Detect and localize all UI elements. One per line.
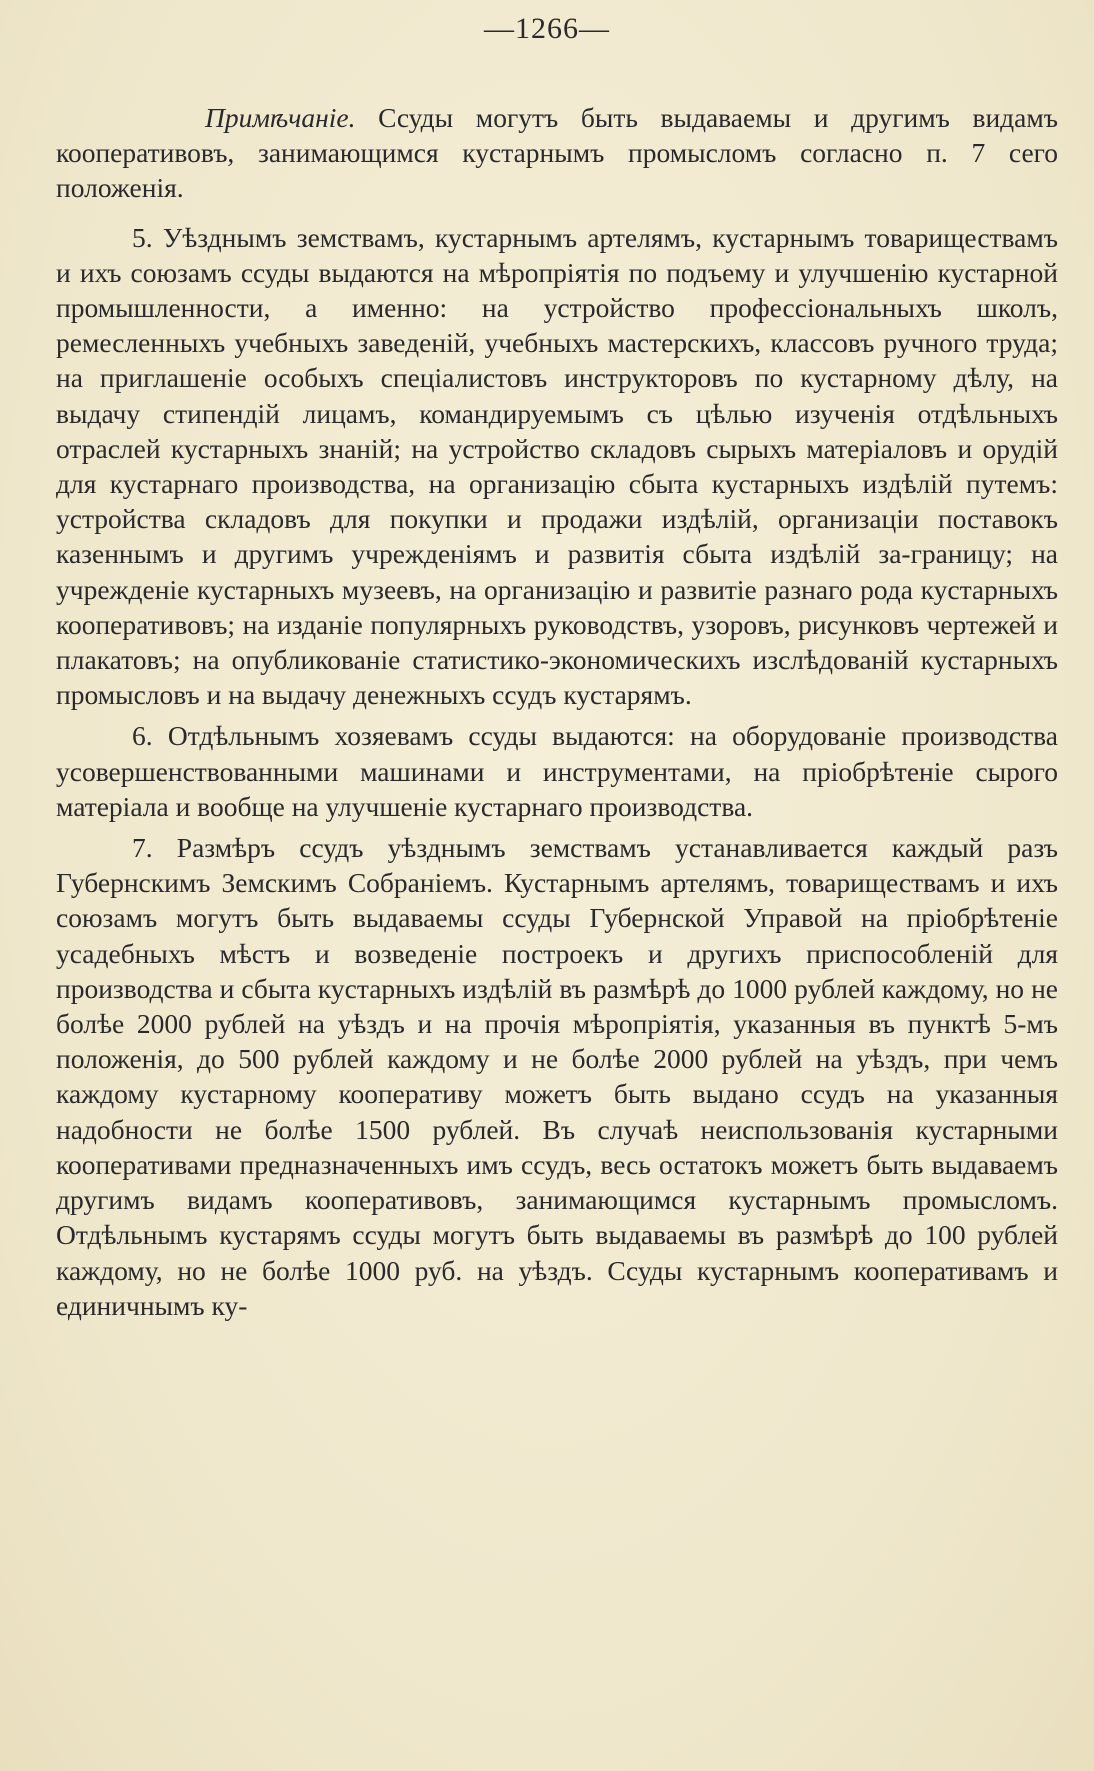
paragraph-6: 6. Отдѣльнымъ хозяевамъ ссуды выдаются: на оборудованіе производства усовершенствованными машинами и инструментами, на пріобрѣтеніе сырого матеріала и вообще на улучшеніе кустарнаго производства. <box>56 720 1058 822</box>
note-paragraph <box>56 100 1058 206</box>
page-number: —1266— <box>484 12 610 45</box>
document-body <box>56 100 1058 1329</box>
note-text: Ссуды могутъ быть выдаваемы и другимъ видамъ кооперативовъ, занимающимся кустарнымъ промысломъ согласно п. 7 сего положенія. <box>56 102 1058 204</box>
paragraph-5: 5. Уѣзднымъ земствамъ, кустарнымъ артелямъ, кустарнымъ товариществамъ и ихъ союзамъ ссуды выдаются на мѣропріятія по подъему и улучшенію кустарной промышленности, а именно: на устройство профессіональныхъ школъ, ремесленныхъ учебныхъ заведеній, учебныхъ мастерскихъ, классовъ ручного труда; на приглашеніе особыхъ спеціалистовъ инструкторовъ по кустарному дѣлу, на выдачу стипендій лицамъ, командируемымъ съ цѣлью изученія отдѣльныхъ отраслей кустарныхъ знаній; на устройство складовъ сырыхъ матеріаловъ и орудій для кустарнаго производства, на организацію сбыта кустарныхъ издѣлій путемъ: устройства складовъ для покупки и продажи издѣлій, организаціи поставокъ казеннымъ и другимъ учрежденіямъ и развитія сбыта издѣлій за-границу; на учрежденіе кустарныхъ музеевъ, на организацію и развитіе разнаго рода кустарныхъ кооперативовъ; на изданіе популярныхъ руководствъ, узоровъ, рисунковъ чертежей и плакатовъ; на опубликованіе статистико-экономическихъ изслѣдованій кустарныхъ промысловъ и на выдачу денежныхъ ссудъ кустарямъ. <box>56 221 1058 711</box>
note-label: Примѣчаніе. <box>205 102 356 133</box>
paragraph-7: 7. Размѣръ ссудъ уѣзднымъ земствамъ устанавливается каждый разъ Губернскимъ Земскимъ Собраніемъ. Кустарнымъ артелямъ, товариществамъ и ихъ союзамъ могутъ быть выдаваемы ссуды Губернской Управой на пріобрѣтеніе усадебныхъ мѣстъ и возведеніе построекъ и другихъ приспособленій для производства и сбыта кустарныхъ издѣлій въ размѣрѣ до 1000 рублей каждому, но не болѣе 2000 рублей на уѣздъ и на прочія мѣропріятія, указанныя въ пунктѣ 5-мъ положенія, до 500 рублей каждому и не болѣе 2000 рублей на уѣздъ, при чемъ каждому кустарному кооперативу можетъ быть выдано ссудъ на указанныя надобности не болѣе 1500 рублей. Въ случаѣ неиспользованія кустарными кооперативами предназначенныхъ имъ ссудъ, весь остатокъ можетъ быть выдаваемъ другимъ видамъ кооперативовъ, занимающимся кустарнымъ промысломъ. Отдѣльнымъ кустарямъ ссуды могутъ быть выдаваемы въ размѣрѣ до 100 рублей каждому, но не болѣе 1000 руб. на уѣздъ. Ссуды кустарнымъ кооперативамъ и единичнымъ ку- <box>56 832 1058 1321</box>
